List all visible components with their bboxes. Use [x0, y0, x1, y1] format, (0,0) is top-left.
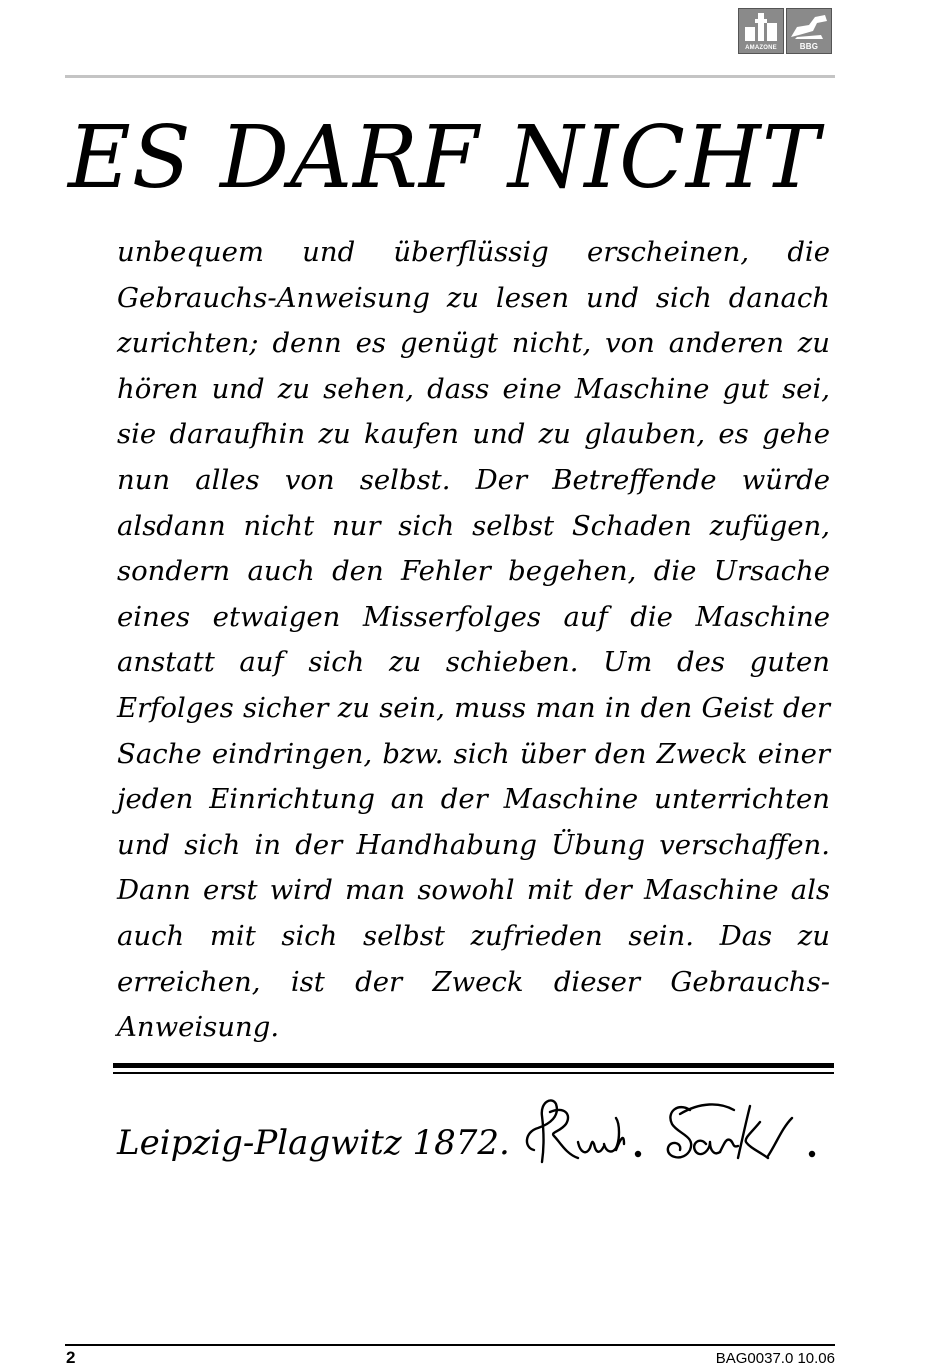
signature-icon — [520, 1092, 830, 1174]
thick-divider — [113, 1063, 834, 1068]
amazone-logo — [738, 8, 784, 54]
header-logos — [738, 8, 834, 54]
body-paragraph: unbequem und überflüssig erscheinen, die Gebrauchs-Anweisung zu lesen und sich danach zurichten; denn es genügt nicht, von anderen zu hören und zu sehen, dass eine Maschine gut sei, sie daraufhin zu kaufen und zu glauben, es gehe nun alles von selbst. Der Betreffende würde alsdann nicht nur sich selbst Schaden zufügen, sondern auch den Fehler begehen, die Ursache eines etwaigen Misserfolges auf die Maschine anstatt auf sich zu schieben. Um des guten Erfolges sicher zu sein, muss man in den Geist der Sache eindringen, bzw. sich über den Zweck einer jeden Einrichtung an der Maschine unterrichten und sich in der Handhabung Übung verschaffen. Dann erst wird man sowohl mit der Maschine als auch mit sich selbst zufrieden sein. Das zu erreichen, ist der Zweck dieser Gebrauchs-Anweisung. — [117, 236, 830, 1044]
bbg-logo — [786, 8, 832, 54]
thin-divider — [113, 1072, 834, 1074]
page-title: ES DARF NICHT — [68, 108, 821, 208]
top-divider — [65, 75, 835, 78]
footer-divider — [65, 1344, 835, 1346]
amazone-logo-text: AMAZONE — [745, 45, 777, 51]
page-number: 2 — [66, 1348, 76, 1367]
bbg-logo-text: BBG — [799, 42, 819, 51]
document-code: BAG0037.0 10.06 — [715, 1350, 835, 1367]
place-date: Leipzig-Plagwitz 1872. — [117, 1123, 510, 1163]
